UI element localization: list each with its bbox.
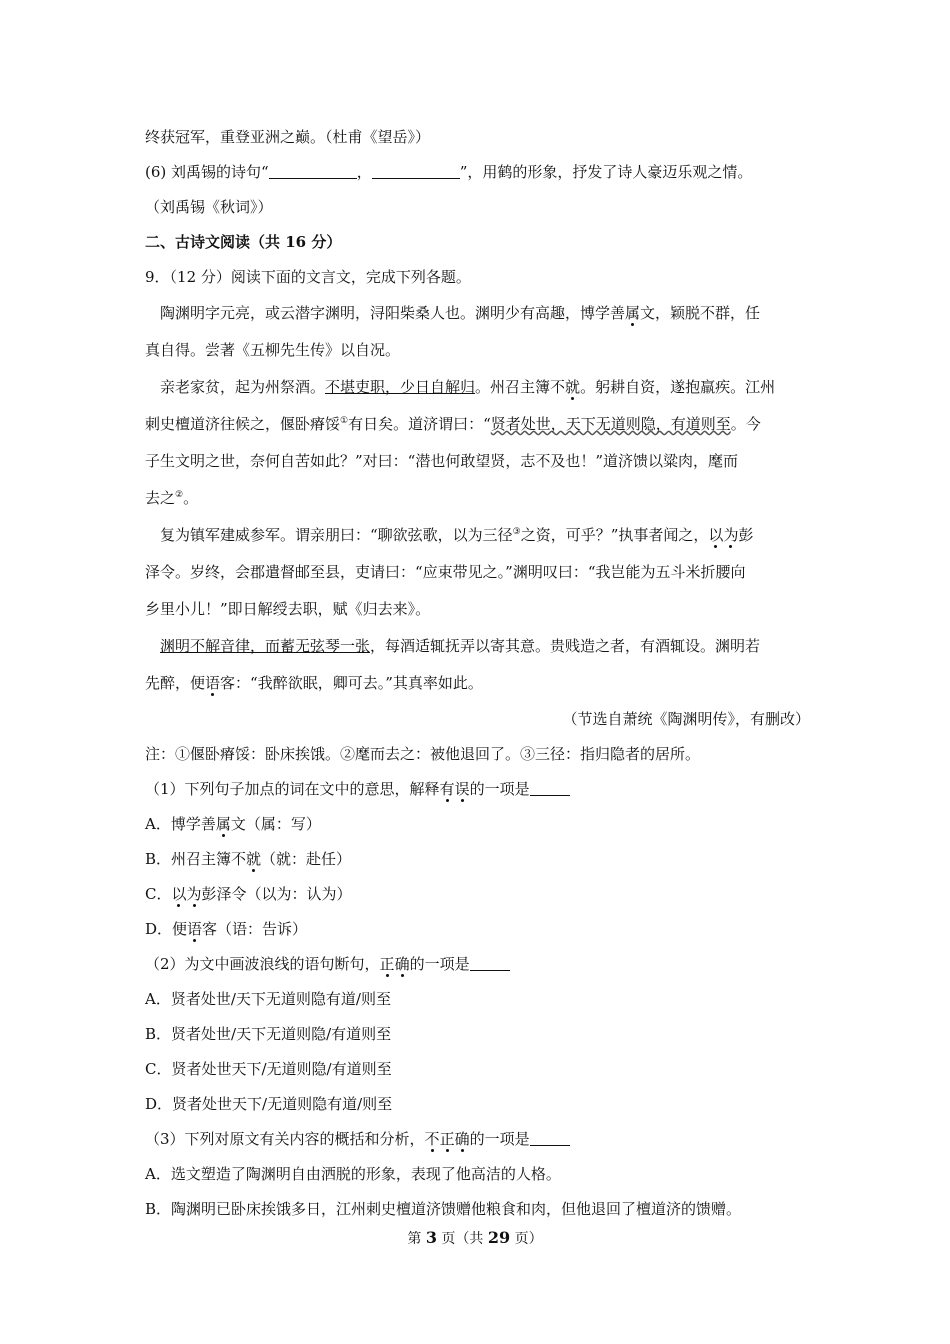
passage-text: ，每酒适辄抚弄以寄其意。贵贱造之者，有酒辄设。渊明若 xyxy=(370,637,761,655)
passage-text: 。躬耕自资，遂抱羸疾。江州 xyxy=(580,378,776,396)
dotted-word: 属 xyxy=(625,304,641,322)
passage-line xyxy=(145,480,810,517)
option-b[interactable] xyxy=(145,842,810,877)
option-a[interactable] xyxy=(145,807,810,842)
dotted-word: 有 xyxy=(439,780,455,798)
passage-text: 陶渊明字元亮，或云潜字渊明，浔阳柴桑人也。渊明少有高趣，博学善 xyxy=(160,304,626,322)
passage-note xyxy=(145,737,810,772)
page-footer xyxy=(0,1228,950,1248)
passage-line xyxy=(145,665,810,702)
dotted-word: 以 xyxy=(171,885,187,903)
underlined-sentence: 不堪吏职，少日自解归 xyxy=(325,378,476,396)
footnote-mark: ① xyxy=(340,416,349,426)
q6-text: ”，用鹤的形象，抒发了诗人豪迈乐观之情。 xyxy=(459,163,753,181)
q6-source xyxy=(145,190,810,225)
passage-text: 客：“我醉欲眠，卿可去。”其真率如此。 xyxy=(220,674,483,692)
footer-text: 第 xyxy=(407,1231,426,1247)
option-b[interactable]: B．陶渊明已卧床挨饿多日，江州刺史檀道济馈赠他粮食和肉，但他退回了檀道济的馈赠。 xyxy=(145,1200,742,1218)
question-text: 的一项是 xyxy=(469,780,530,798)
answer-blank[interactable] xyxy=(372,160,460,179)
q9-text: 9．（12 分）阅读下面的文言文，完成下列各题。 xyxy=(145,268,471,286)
dotted-word: 误 xyxy=(454,780,470,798)
passage-text: 文，颖脱不群，任 xyxy=(640,304,761,322)
option-text: 客（语：告诉） xyxy=(202,920,308,938)
question-9 xyxy=(145,260,810,295)
dotted-word: 确 xyxy=(454,1130,470,1148)
q6-comma: ， xyxy=(356,163,372,181)
option-text: D．便 xyxy=(145,920,188,938)
underlined-sentence: 渊明不解音律，而蓄无弦琴一张 xyxy=(160,637,371,655)
text-line xyxy=(145,120,810,155)
dotted-word: 就 xyxy=(246,850,262,868)
passage-line xyxy=(145,369,810,406)
dotted-word: 为 xyxy=(186,885,202,903)
question-6 xyxy=(145,155,810,190)
option-d[interactable]: D．贤者处世天下/无道则隐有道/则至 xyxy=(145,1095,393,1113)
line-text: 终获冠军，重登亚洲之巅。（杜甫《望岳》） xyxy=(145,128,431,146)
passage-text: 之资，可乎？”执事者闻之， xyxy=(520,526,709,544)
answer-blank[interactable] xyxy=(269,160,357,179)
passage-text: 。 xyxy=(183,489,199,507)
source-text: （节选自萧统《陶渊明传》，有删改） xyxy=(562,710,810,728)
sub-question-1 xyxy=(145,772,810,807)
dotted-word: 语 xyxy=(187,920,203,938)
dotted-word: 确 xyxy=(394,955,410,973)
passage-text: 亲老家贫，起为州祭酒。 xyxy=(160,378,326,396)
passage-text: 。州召主簿不 xyxy=(475,378,566,396)
passage-text: 刺史檀道济往候之，偃卧瘠馁 xyxy=(145,415,341,433)
option-text: A．博学善 xyxy=(145,815,216,833)
answer-blank[interactable] xyxy=(470,952,510,971)
passage-line xyxy=(145,591,810,628)
passage-text: 子生文明之世，奈何自苦如此？”对曰：“潜也何敢望贤，志不及也！”道济馈以粱肉，麾而 xyxy=(145,452,739,470)
q6-text: (6) 刘禹锡的诗句“ xyxy=(145,163,269,181)
passage-line xyxy=(145,628,810,665)
footnote-mark: ③ xyxy=(512,527,521,537)
footer-text: 页（共 xyxy=(436,1231,488,1247)
dotted-word: 以 xyxy=(708,526,724,544)
passage-line xyxy=(145,443,810,480)
dotted-word: 属 xyxy=(215,815,231,833)
option-text: 文（属：写） xyxy=(230,815,321,833)
section-title: 二、古诗文阅读（共 16 分） xyxy=(145,233,342,251)
passage-line xyxy=(145,517,810,554)
answer-blank[interactable] xyxy=(530,777,570,796)
passage-source xyxy=(145,702,810,737)
question-text: 的一项是 xyxy=(469,1130,530,1148)
dotted-word: 正 xyxy=(439,1130,455,1148)
passage-text: 去之 xyxy=(145,489,176,507)
option-text: C． xyxy=(145,885,172,903)
passage-text: 泽令。岁终，会郡遣督邮至县，吏请曰：“应束带见之。”渊明叹曰：“我岂能为五斗米折腰向 xyxy=(145,563,746,581)
dotted-word: 就 xyxy=(565,378,581,396)
passage-line xyxy=(145,406,810,443)
option-a[interactable]: A．选文塑造了陶渊明自由洒脱的形象，表现了他高洁的人格。 xyxy=(145,1165,561,1183)
note-text: 注：①偃卧瘠馁：卧床挨饿。②麾而去之：被他退回了。③三径：指归隐者的居所。 xyxy=(145,745,701,763)
question-text: （2）为文中画波浪线的语句断句， xyxy=(145,955,380,973)
question-text: 的一项是 xyxy=(409,955,470,973)
question-text: （3）下列对原文有关内容的概括和分析， xyxy=(145,1130,425,1148)
option-text: （就：赴任） xyxy=(261,850,352,868)
passage-text: 。今 xyxy=(730,415,761,433)
dotted-word: 正 xyxy=(379,955,395,973)
passage-text: 彭 xyxy=(738,526,754,544)
passage-text: 先醉，便 xyxy=(145,674,206,692)
passage-text: 复为镇军建威参军。谓亲朋曰：“聊欲弦歌，以为三径 xyxy=(160,526,513,544)
option-text: B．州召主簿不 xyxy=(145,850,247,868)
dotted-word: 语 xyxy=(205,674,221,692)
sub-question-2 xyxy=(145,947,810,982)
section-heading xyxy=(145,225,810,260)
passage-line xyxy=(145,554,810,591)
page-number: 3 xyxy=(425,1228,437,1247)
passage-text: 乡里小儿！”即日解绶去职，赋《归去来》。 xyxy=(145,600,431,618)
option-c[interactable] xyxy=(145,877,810,912)
dotted-word: 不 xyxy=(424,1130,440,1148)
page-content xyxy=(145,120,810,1227)
answer-blank[interactable] xyxy=(530,1127,570,1146)
question-text: （1）下列句子加点的词在文中的意思，解释 xyxy=(145,780,440,798)
source-text: （刘禹锡《秋词》） xyxy=(145,198,273,216)
option-a[interactable]: A．贤者处世/天下无道则隐有道/则至 xyxy=(145,990,391,1008)
footnote-mark: ② xyxy=(175,490,184,500)
footer-text: 页） xyxy=(510,1231,543,1247)
passage-line xyxy=(145,295,810,332)
passage-line xyxy=(145,332,810,369)
option-b[interactable]: B．贤者处世/天下无道则隐/有道则至 xyxy=(145,1025,392,1043)
passage-text: 真自得。尝著《五柳先生传》以自况。 xyxy=(145,341,401,359)
option-text: 彭泽令（以为：认为） xyxy=(201,885,352,903)
option-c[interactable]: C．贤者处世天下/无道则隐/有道则至 xyxy=(145,1060,392,1078)
sub-question-3 xyxy=(145,1122,810,1157)
dotted-word: 为 xyxy=(723,526,739,544)
wavy-underlined-sentence: 贤者处世，天下无道则隐，有道则至 xyxy=(490,415,731,433)
total-pages: 29 xyxy=(487,1228,511,1247)
option-d[interactable] xyxy=(145,912,810,947)
passage-text: 有日矣。道济谓曰：“ xyxy=(348,415,491,433)
